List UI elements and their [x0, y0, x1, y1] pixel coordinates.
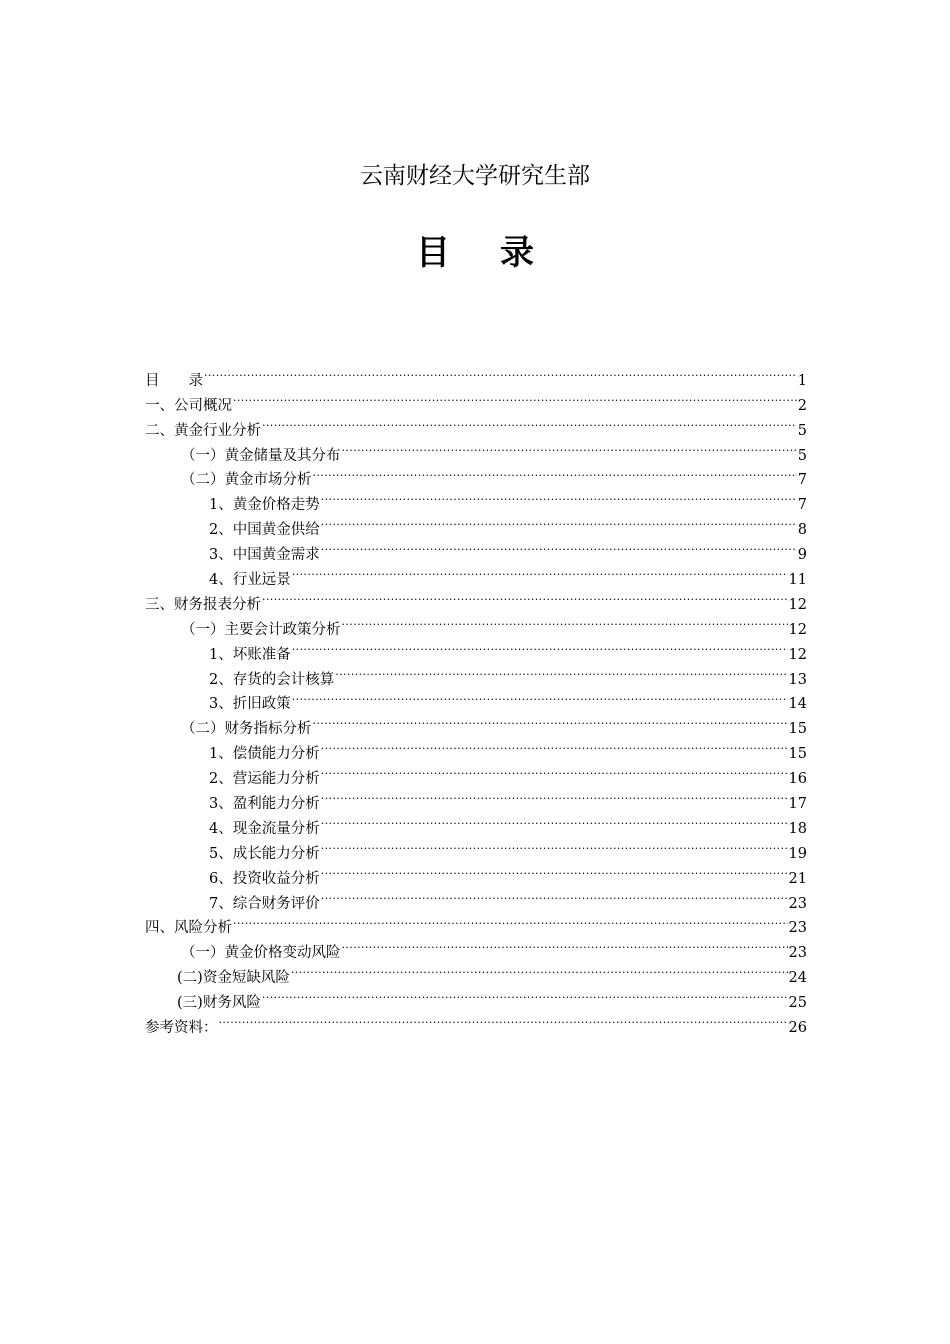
toc-entry-label: 3、折旧政策 [209, 696, 291, 713]
toc-entry-page-number: 24 [788, 970, 807, 987]
toc-dot-leader [321, 883, 788, 908]
toc-entry-label: 2、中国黄金供给 [209, 522, 320, 539]
toc-entry-page-number: 15 [788, 746, 807, 763]
toc-entry[interactable] [145, 1007, 807, 1037]
toc-entry-page-number: 16 [788, 771, 807, 788]
toc-dot-leader [219, 1007, 788, 1032]
toc-entry[interactable] [145, 908, 807, 937]
toc-entry-page-number: 23 [788, 920, 807, 937]
toc-entry-label: 参考资料： [145, 1020, 218, 1037]
toc-dot-leader [292, 634, 788, 659]
toc-dot-leader [342, 435, 797, 460]
toc-entry-label: 3、盈利能力分析 [209, 796, 320, 813]
toc-entry-label: 1、黄金价格走势 [209, 497, 320, 514]
toc-entry-page-number: 21 [788, 870, 807, 887]
toc-entry-label: （一）黄金价格变动风险 [181, 945, 341, 962]
toc-entry-label: 目 录 [145, 372, 203, 389]
toc-dot-leader [321, 833, 788, 858]
toc-dot-leader [321, 509, 797, 534]
toc-entry[interactable] [145, 932, 807, 962]
toc-entry-label: 一、公司概况 [145, 397, 232, 414]
toc-entry-page-number: 9 [797, 547, 807, 564]
toc-entry-page-number: 23 [788, 895, 807, 912]
toc-dot-leader [335, 659, 787, 684]
toc-heading: 目录 [416, 233, 584, 273]
toc-entry-page-number: 15 [788, 721, 807, 738]
toc-entry-label: 6、投资收益分析 [209, 870, 320, 887]
toc-dot-leader [204, 360, 797, 385]
toc-entry-page-number: 12 [788, 596, 807, 613]
toc-dot-leader [321, 783, 788, 808]
toc-entry-label: (二)资金短缺风险 [177, 970, 290, 987]
toc-entry-page-number: 18 [788, 820, 807, 837]
toc-entry-page-number: 12 [788, 621, 807, 638]
toc-dot-leader [321, 808, 788, 833]
toc-dot-leader [321, 733, 788, 758]
toc-entry-label: 4、现金流量分析 [209, 820, 320, 837]
toc-entry-label: 4、行业远景 [209, 572, 291, 589]
toc-entry-label: （二）财务指标分析 [181, 721, 312, 738]
toc-entry-label: 1、坏账准备 [209, 646, 291, 663]
toc-entry-label: （一）主要会计政策分析 [181, 621, 341, 638]
toc-entry-page-number: 13 [788, 671, 807, 688]
toc-entry-page-number: 23 [788, 945, 807, 962]
toc-dot-leader [292, 559, 788, 584]
toc-dot-leader [233, 385, 797, 410]
toc-dot-leader [262, 982, 788, 1007]
toc-dot-leader [262, 584, 788, 609]
toc-entry-label: 7、综合财务评价 [209, 895, 320, 912]
toc-entry-label: 1、偿债能力分析 [209, 746, 320, 763]
document-title: 云南财经大学研究生部 [360, 163, 590, 189]
toc-entry-page-number: 12 [788, 646, 807, 663]
toc-dot-leader [321, 534, 797, 559]
toc-entry-page-number: 11 [788, 572, 807, 589]
toc-dot-leader [321, 484, 797, 509]
toc-entry-page-number: 8 [797, 522, 807, 539]
toc-dot-leader [291, 957, 788, 982]
toc-entry-page-number: 1 [797, 372, 807, 389]
toc-entry-page-number: 7 [797, 497, 807, 514]
toc-dot-leader [233, 908, 788, 933]
toc-entry-page-number: 7 [797, 472, 807, 489]
toc-entry-label: 5、成长能力分析 [209, 845, 320, 862]
toc-entry-page-number: 17 [788, 796, 807, 813]
toc-entry-page-number: 5 [797, 422, 807, 439]
toc-entry-label: （二）黄金市场分析 [181, 472, 312, 489]
toc-entry[interactable] [145, 410, 807, 439]
toc-entry-page-number: 5 [797, 447, 807, 464]
toc-dot-leader [292, 684, 788, 709]
toc-entry-page-number: 19 [788, 845, 807, 862]
toc-dot-leader [313, 708, 788, 733]
toc-dot-leader [313, 460, 797, 485]
toc-entry-label: （一）黄金储量及其分布 [181, 447, 341, 464]
toc-dot-leader [321, 758, 788, 783]
toc-entry-label: 2、存货的会计核算 [209, 671, 335, 688]
toc-entry[interactable] [145, 385, 807, 414]
toc-dot-leader [342, 609, 788, 634]
toc-entry-label: 3、中国黄金需求 [209, 547, 320, 564]
toc-entry-page-number: 2 [797, 397, 807, 414]
toc-entry-label: (三)财务风险 [177, 995, 261, 1012]
toc-entry-label: 二、黄金行业分析 [145, 422, 261, 439]
toc-dot-leader [262, 410, 797, 435]
toc-entry-page-number: 14 [788, 696, 807, 713]
toc-entry[interactable] [145, 360, 807, 389]
toc-entry-page-number: 25 [788, 995, 807, 1012]
toc-dot-leader [321, 858, 788, 883]
toc-entry-label: 四、风险分析 [145, 920, 232, 937]
toc-entry-label: 2、营运能力分析 [209, 771, 320, 788]
toc-entry-label: 三、财务报表分析 [145, 596, 261, 613]
toc-dot-leader [342, 932, 788, 957]
table-of-contents [145, 360, 807, 1037]
toc-entry-page-number: 26 [788, 1020, 807, 1037]
